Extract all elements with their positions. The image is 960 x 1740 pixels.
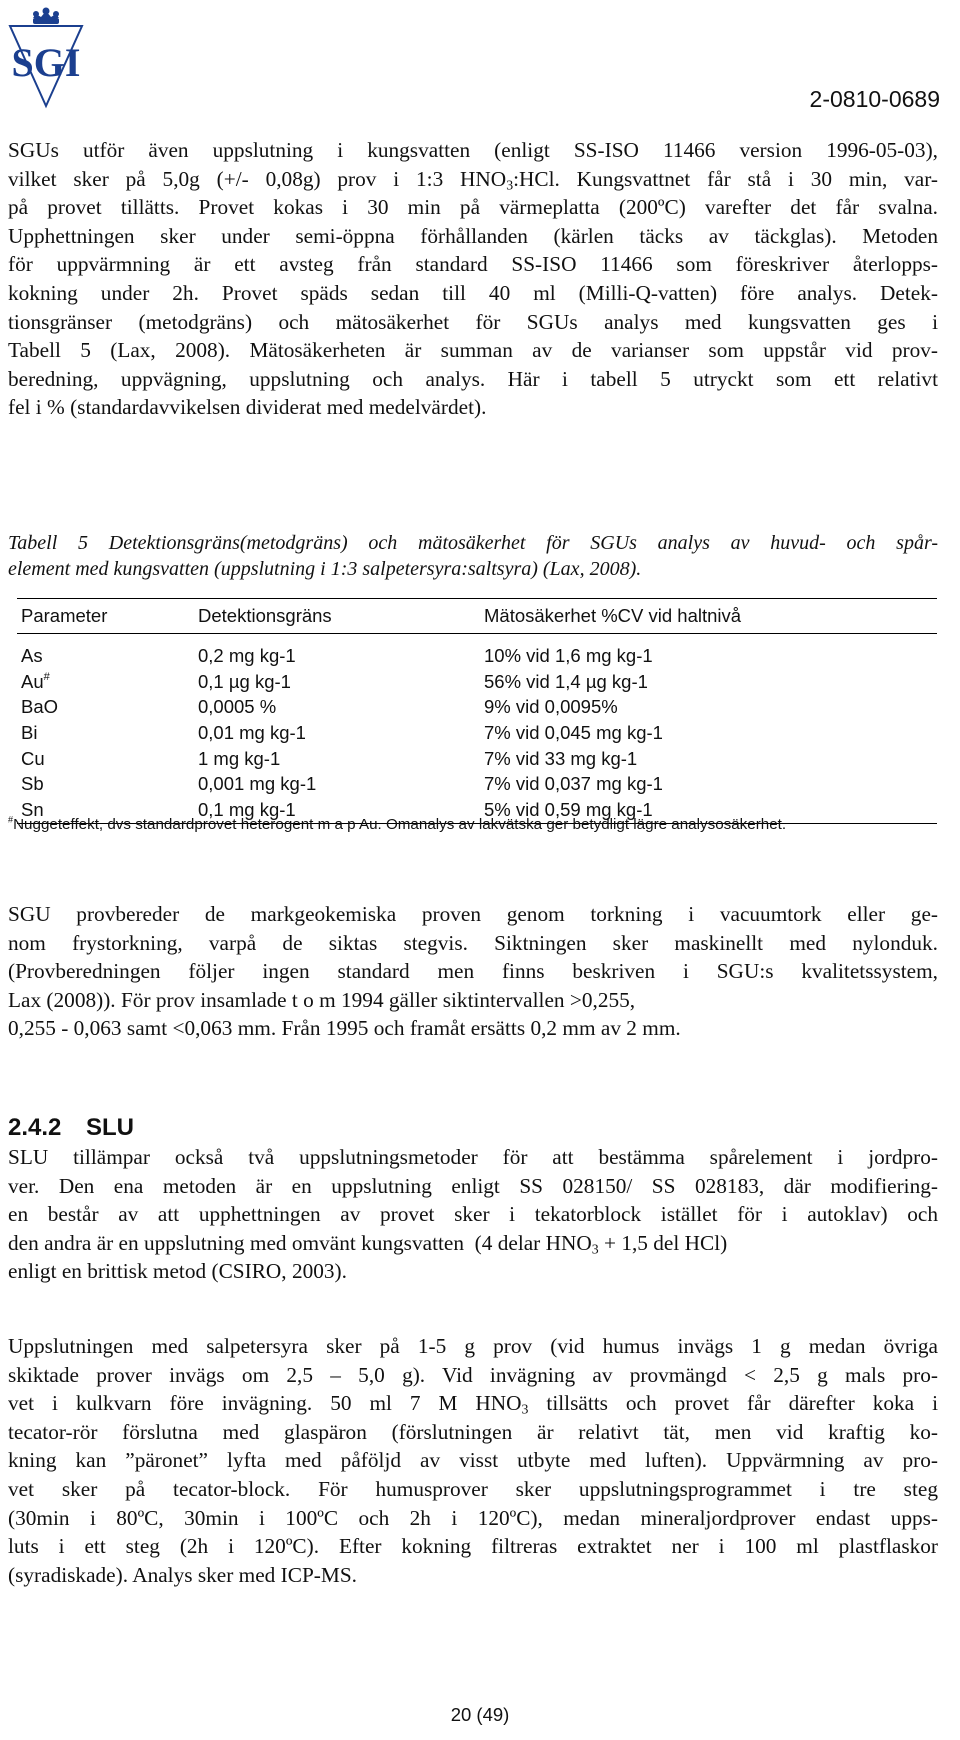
sgi-logo-graphic [6,6,86,110]
text-line: fel i % (standardavvikelsen dividerat med medelvärdet). [8,395,487,420]
text-line: kokning under 2h. Provet späds sedan till 40 ml (Milli-Q-vatten) före analys. Detek- [8,280,938,305]
table-footnote: #Nuggeteffekt, dvs standardprovet heterogent m a p Au. Omanalys av lakvätska ger betydligt lägre analysosäkerhet. [8,814,787,833]
text-line: Upphettningen sker under semi-öppna förhållanden (kärlen täcks av täckglas). Metoden [8,223,938,248]
cell-uncertainty: 5% vid 0,59 mg kg-1 [484,799,653,821]
table-row [17,771,937,797]
table-row [17,720,937,746]
text-line: Uppslutningen med salpetersyra sker på 1-5 g prov (vid humus invägs 1 g medan övriga [8,1334,938,1358]
text-line: en består av att upphettningen av provet sker i tekatorblock istället för i autoklav) och [8,1202,938,1227]
text-line: tionsgränser (metodgräns) och mätosäkerhet för SGUs analys med kungsvatten ges i [8,309,938,334]
paragraph-slu-methods [8,1143,938,1286]
cell-uncertainty: 7% vid 33 mg kg-1 [484,747,638,769]
text-line: vilket sker på 5,0g (+/- 0,08g) prov i 1:3 $HNO_3:HCl$. Kungsvattnet får stå i 30 min, var- [8,166,938,193]
table-row [17,694,937,720]
text-line: (syradiskade). Analys sker med ICP-MS. [8,1562,357,1587]
section-heading [8,1114,134,1142]
text-line: (Provberedningen följer ingen standard men finns beskriven i SGU:s kvalitetssystem, [8,959,938,984]
cell-detection-limit: 0,001 mg kg-1 [198,773,317,795]
text-line: vet i kulkvarn före invägning. 50 ml 7 M $HNO_3$ tillsätts och provet får därefter koka i [8,1391,938,1417]
cell-parameter: Cu [21,747,45,769]
text-line: SGU provbereder de markgeokemiska proven genom torkning i vacuumtork eller ge- [8,902,938,926]
detection-limits-table [17,598,937,824]
header-detection-limit: Detektionsgräns [198,605,332,626]
text-line: enligt en brittisk metod (CSIRO, 2003). [8,1259,347,1284]
paragraph-sample-prep [8,900,938,1043]
table-row [17,746,937,772]
cell-uncertainty: 56% vid 1,4 µg kg-1 [484,670,648,692]
text-line: vet sker på tecator-block. För humusprover sker uppslutningsprogrammet i tre steg [8,1476,938,1501]
text-line: SGUs utför även uppslutning i kungsvatten (enligt SS-ISO 11466 version 1996-05-03), [8,138,938,162]
table-row [17,643,937,669]
text-line: (30min i 80ºC, 30min i 100ºC och 2h i 120ºC), medan mineraljordprover endast upps- [8,1505,938,1530]
cell-detection-limit: 0,0005 % [198,696,277,718]
cell-detection-limit: 0,1 µg kg-1 [198,670,291,692]
page-number: 20 (49) [450,1704,510,1725]
text-line: tecator-rör förslutna med glaspäron (förslutningen är relativt tät, men vid kraftig ko- [8,1419,938,1444]
cell-parameter: Sb [21,773,44,795]
cell-parameter: Au# [21,670,50,692]
text-line: nom frystorkning, varpå de siktas stegvis. Siktningen sker maskinellt med nylonduk. [8,930,938,955]
text-line: Lax (2008)). För prov insamlade t o m 1994 gäller siktintervallen >0,255, [8,987,636,1012]
cell-uncertainty: 7% vid 0,045 mg kg-1 [484,722,663,744]
text-line: skiktade prover invägs om 2,5 – 5,0 g). Vid invägning av provmängd < 2,5 g mals pro- [8,1362,938,1387]
text-line: beredning, uppvägning, uppslutning och analys. Här i tabell 5 utryckt som ett relativt [8,366,938,391]
text-line: för uppvärmning är ett avsteg från standard SS-ISO 11466 som föreskriver återlopps- [8,252,938,277]
cell-parameter: As [21,645,43,666]
paragraph-intro [8,136,938,422]
cell-detection-limit: 1 mg kg-1 [198,747,281,769]
text-line: ver. Den ena metoden är en uppslutning enligt SS 028150/ SS 028183, där modifiering- [8,1173,938,1198]
text-line: kning kan ”päronet” lyfta med påföljd av visst utbyte med luften). Uppvärmning av pro- [8,1448,938,1473]
table-row [17,669,937,695]
text-line: den andra är en uppslutning med omvänt kungsvatten (4 delar $HNO_3 + 1,5$ del HCl) [8,1230,728,1257]
caption-line: element med kungsvatten (uppslutning i 1:3 salpetersyra:saltsyra) (Lax, 2008). [8,558,642,580]
cell-detection-limit: 0,01 mg kg-1 [198,722,306,744]
cell-uncertainty: 10% vid 1,6 mg kg-1 [484,645,653,666]
cell-uncertainty: 7% vid 0,037 mg kg-1 [484,773,663,795]
text-line: 0,255 - 0,063 samt <0,063 mm. Från 1995 och framåt ersätts 0,2 mm av 2 mm. [8,1016,681,1041]
header-parameter: Parameter [21,605,108,626]
caption-line: Tabell 5 Detektionsgräns(metodgräns) och mätosäkerhet för SGUs analys av huvud- och spår- [8,532,938,554]
cell-detection-limit: 0,1 mg kg-1 [198,799,296,821]
logo-text: SGI [11,40,81,85]
sgi-logo [6,6,86,110]
text-line: luts i ett steg (2h i 120ºC). Efter kokning filtreras extraktet ner i 100 ml plastflaskor [8,1534,938,1559]
section-number: 2.4.2 [8,1114,62,1141]
document-number: 2-0810-0689 [809,86,940,112]
cell-detection-limit: 0,2 mg kg-1 [198,645,296,666]
cell-uncertainty: 9% vid 0,0095% [484,696,618,718]
text-line: Tabell 5 (Lax, 2008). Mätosäkerheten är summan av de varianser som uppstår vid prov- [8,338,938,363]
table-header-row [17,598,937,634]
header-uncertainty: Mätosäkerhet %CV vid haltnivå [484,605,742,626]
cell-parameter: Sn [21,799,44,821]
section-title: SLU [86,1114,134,1141]
text-line: SLU tillämpar också två uppslutningsmetoder för att bestämma spårelement i jordpro- [8,1145,938,1169]
cell-parameter: Bi [21,722,38,744]
paragraph-nitric-acid-digestion [8,1332,938,1589]
text-line: på provet tillätts. Provet kokas i 30 min på värmeplatta (200ºC) varefter det får svalna. [8,195,938,220]
cell-parameter: BaO [21,696,59,718]
table-caption [8,530,938,582]
